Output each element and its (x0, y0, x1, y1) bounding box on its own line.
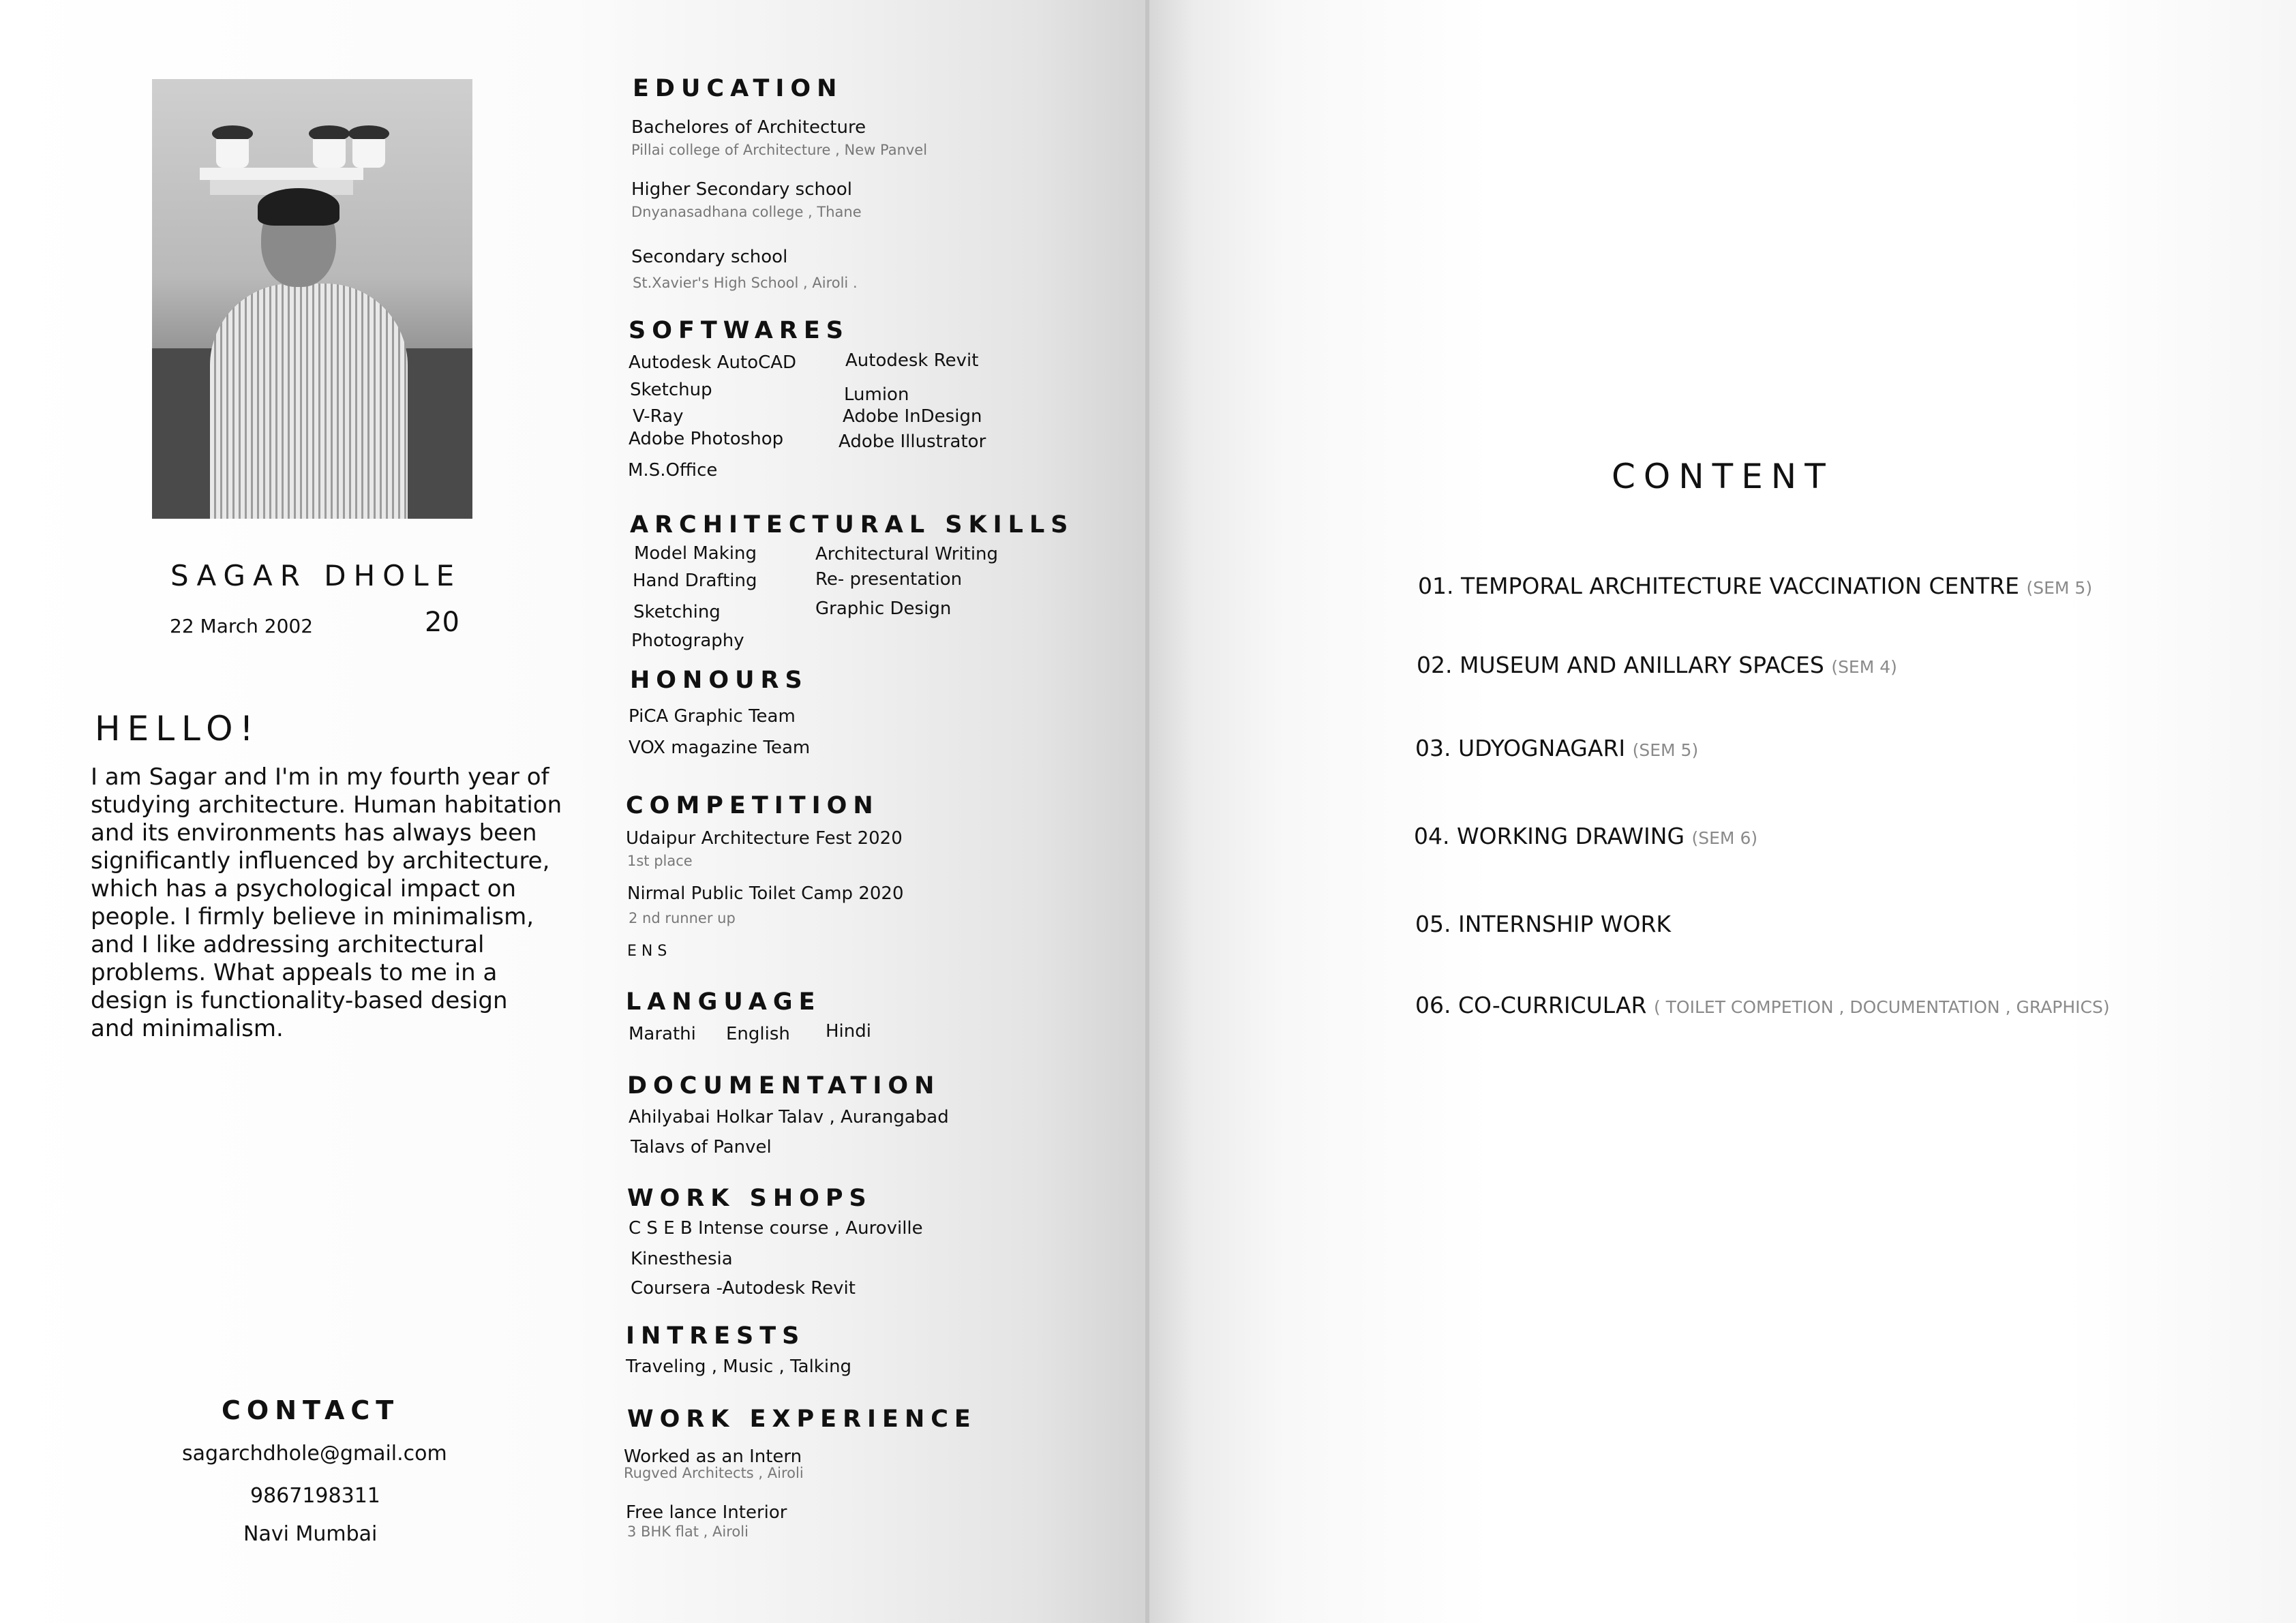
hello-line: studying architecture. Human habitation (91, 791, 562, 819)
arch-skill-item: Re- presentation (815, 569, 963, 590)
content-item[interactable] (1415, 735, 1698, 761)
arch-skill-item: Hand Drafting (633, 571, 757, 591)
arch-skills-heading: ARCHITECTURAL SKILLS (630, 511, 1074, 539)
education-degree: Secondary school (631, 247, 788, 267)
workshop-item: C S E B Intense course , Auroville (629, 1218, 923, 1239)
competition-name: Udaipur Architecture Fest 2020 (626, 828, 903, 849)
workshop-item: Kinesthesia (631, 1249, 733, 1269)
arch-skill-item: Sketching (633, 602, 721, 622)
softwares-heading: SOFTWARES (629, 317, 849, 344)
software-item: Lumion (844, 384, 909, 405)
interests-text: Traveling , Music , Talking (626, 1356, 852, 1377)
documentation-item: Ahilyabai Holkar Talav , Aurangabad (629, 1107, 949, 1127)
arch-skill-item: Photography (631, 631, 744, 651)
contact-email[interactable]: sagarchdhole@gmail.com (182, 1442, 447, 1466)
hello-line: and its environments has always been (91, 819, 537, 847)
workshop-item: Coursera -Autodesk Revit (631, 1278, 856, 1299)
content-item-note: (SEM 6) (1691, 828, 1758, 848)
education-heading: EDUCATION (633, 75, 843, 102)
hello-line: and minimalism. (91, 1015, 284, 1042)
hello-line: which has a psychological impact on (91, 875, 517, 902)
software-item: M.S.Office (628, 460, 718, 481)
software-item: Adobe Illustrator (839, 431, 986, 452)
content-item-note: (SEM 5) (1632, 740, 1699, 760)
hello-line: I am Sagar and I'm in my fourth year of (91, 763, 549, 791)
hello-line: problems. What appeals to me in a (91, 959, 498, 986)
arch-skill-item: Architectural Writing (815, 544, 999, 564)
software-item: Adobe InDesign (843, 406, 982, 427)
education-degree: Bachelores of Architecture (631, 117, 866, 138)
work-role: Free lance Interior (626, 1502, 787, 1523)
profile-photo (152, 79, 472, 519)
education-school: St.Xavier's High School , Airoli . (633, 275, 858, 291)
content-item-note: (SEM 5) (2026, 578, 2093, 598)
arch-skill-item: Model Making (634, 543, 757, 564)
hello-line: significantly influenced by architecture, (91, 847, 550, 875)
education-school: Pillai college of Architecture , New Panvel (631, 142, 928, 158)
profile-name: SAGAR DHOLE (170, 559, 462, 592)
content-item-note: ( TOILET COMPETION , DOCUMENTATION , GRAPHICS) (1653, 997, 2110, 1017)
competition-extra: E N S (627, 943, 667, 960)
content-heading: CONTENT (1612, 457, 1834, 496)
documentation-heading: DOCUMENTATION (627, 1072, 941, 1099)
arch-skill-item: Graphic Design (815, 598, 952, 619)
content-item[interactable] (1414, 823, 1757, 849)
content-item-label: 06. CO-CURRICULAR (1415, 992, 1647, 1018)
hello-heading: HELLO! (95, 709, 260, 748)
honour-item: PiCA Graphic Team (629, 706, 796, 727)
work-role: Worked as an Intern (624, 1446, 802, 1467)
honours-heading: HONOURS (630, 667, 809, 694)
content-item[interactable] (1417, 652, 1897, 678)
competition-heading: COMPETITION (626, 792, 879, 819)
hello-line: people. I firmly believe in minimalism, (91, 903, 534, 930)
software-item: Autodesk AutoCAD (629, 352, 797, 373)
profile-age: 20 (425, 607, 459, 638)
content-item-label: 03. UDYOGNAGARI (1415, 735, 1626, 761)
contact-phone[interactable]: 9867198311 (250, 1484, 380, 1508)
software-item: V-Ray (633, 406, 684, 427)
interests-heading: INTRESTS (626, 1322, 806, 1350)
content-item-note: (SEM 4) (1831, 657, 1897, 677)
content-item[interactable] (1415, 911, 1671, 937)
education-degree: Higher Secondary school (631, 179, 853, 200)
honour-item: VOX magazine Team (629, 738, 811, 758)
language-item: English (726, 1024, 790, 1044)
contact-city: Navi Mumbai (243, 1522, 378, 1546)
profile-dob: 22 March 2002 (170, 615, 314, 637)
language-item: Hindi (826, 1021, 871, 1042)
content-item-label: 05. INTERNSHIP WORK (1415, 911, 1672, 937)
language-item: Marathi (629, 1024, 696, 1044)
page-gutter (1145, 0, 1149, 1623)
education-school: Dnyanasadhana college , Thane (631, 204, 862, 220)
software-item: Adobe Photoshop (629, 429, 784, 449)
language-heading: LANGUAGE (626, 988, 821, 1016)
work-experience-heading: WORK EXPERIENCE (627, 1406, 977, 1433)
content-item-label: 01. TEMPORAL ARCHITECTURE VACCINATION CENTRE (1418, 573, 2019, 599)
software-item: Sketchup (630, 380, 712, 400)
workshops-heading: WORK SHOPS (627, 1185, 873, 1212)
competition-name: Nirmal Public Toilet Camp 2020 (627, 883, 904, 904)
software-item: Autodesk Revit (845, 350, 979, 371)
competition-result: 1st place (627, 853, 693, 869)
hello-line: design is functionality-based design (91, 987, 508, 1014)
documentation-item: Talavs of Panvel (631, 1137, 772, 1157)
content-item[interactable] (1415, 992, 2110, 1018)
hello-line: and I like addressing architectural (91, 931, 485, 958)
content-item[interactable] (1418, 573, 2092, 599)
hello-paragraph (91, 763, 568, 1043)
work-detail: Rugved Architects , Airoli (624, 1465, 804, 1481)
contact-heading: CONTACT (222, 1395, 400, 1425)
content-item-label: 02. MUSEUM AND ANILLARY SPACES (1417, 652, 1824, 678)
work-detail: 3 BHK flat , Airoli (627, 1523, 749, 1540)
competition-result: 2 nd runner up (629, 910, 736, 926)
content-item-label: 04. WORKING DRAWING (1414, 823, 1685, 849)
right-page (1148, 0, 2296, 1623)
